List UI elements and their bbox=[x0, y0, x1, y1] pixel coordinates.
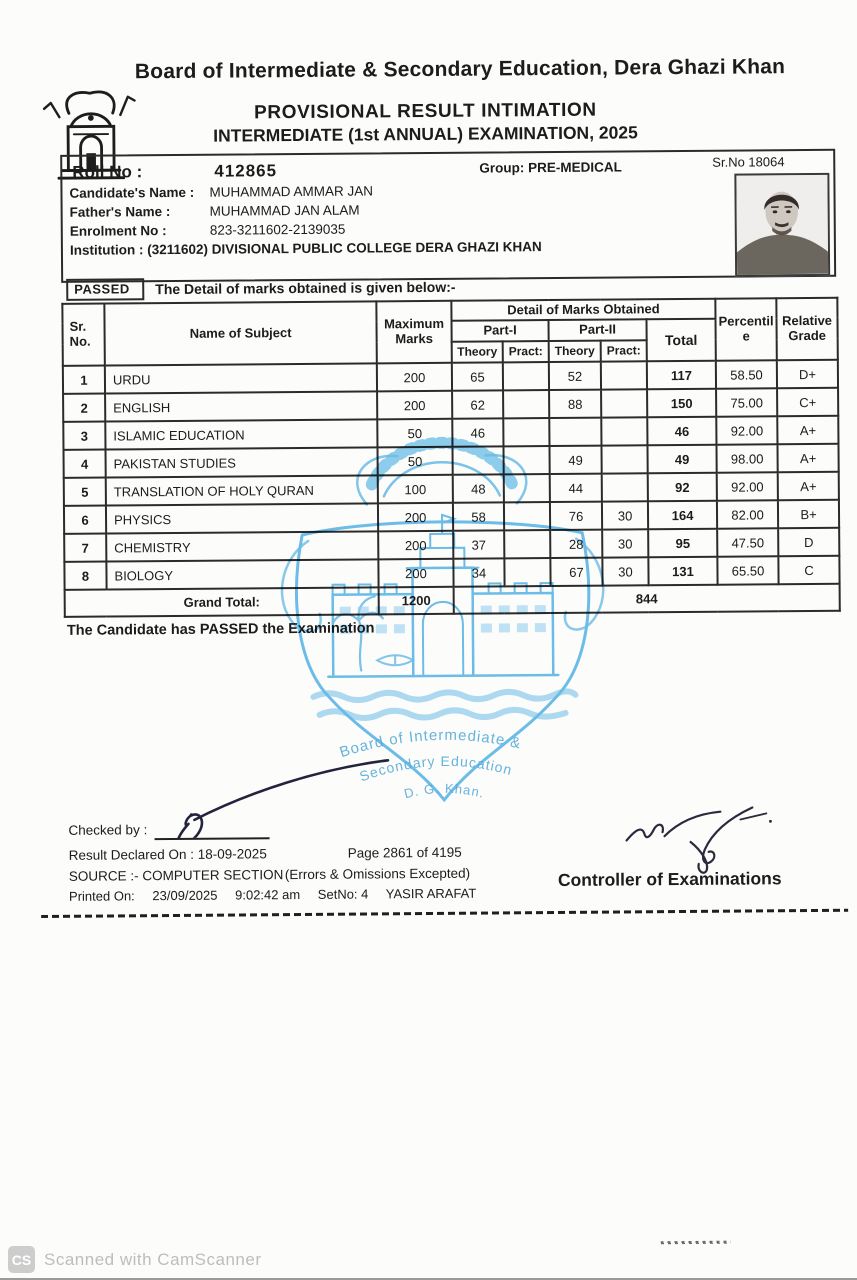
row-grade: A+ bbox=[777, 416, 838, 444]
col-subject: Name of Subject bbox=[104, 301, 376, 365]
row-sr: 6 bbox=[64, 506, 106, 534]
row-pract1 bbox=[503, 362, 549, 390]
row-total: 117 bbox=[647, 361, 716, 390]
row-total: 150 bbox=[647, 389, 716, 418]
scan-smudge bbox=[661, 1241, 731, 1245]
row-theory2: 88 bbox=[549, 390, 601, 418]
row-sr: 8 bbox=[64, 562, 106, 590]
row-grade: D bbox=[778, 528, 839, 556]
row-sr: 2 bbox=[63, 394, 105, 422]
row-sr: 7 bbox=[64, 534, 106, 562]
col-theory2: Theory bbox=[549, 341, 601, 362]
row-grade: A+ bbox=[778, 444, 839, 472]
document-title: PROVISIONAL RESULT INTIMATION bbox=[254, 99, 597, 124]
col-part2: Part-II bbox=[548, 319, 646, 341]
printed-date: 23/09/2025 bbox=[152, 887, 218, 904]
row-percentile: 98.00 bbox=[717, 444, 778, 472]
col-part1: Part-I bbox=[451, 320, 548, 342]
stamp-text-line1: Board of Intermediate & bbox=[337, 726, 524, 762]
row-subject: URDU bbox=[105, 363, 377, 393]
row-pract2: 30 bbox=[602, 529, 648, 557]
row-grade: B+ bbox=[778, 500, 839, 528]
candidate-photo bbox=[734, 173, 830, 277]
row-grade: C bbox=[778, 556, 839, 584]
row-total: 46 bbox=[647, 417, 716, 446]
row-subject: ISLAMIC EDUCATION bbox=[105, 419, 377, 449]
source-line: SOURCE :- COMPUTER SECTION bbox=[68, 867, 284, 884]
col-max: Maximum Marks bbox=[376, 301, 451, 364]
checked-by-line bbox=[155, 837, 270, 840]
enrolment-no-label: Enrolment No : bbox=[69, 223, 167, 239]
row-percentile: 47.50 bbox=[717, 528, 778, 556]
errors-omissions: (Errors & Omissions Excepted) bbox=[284, 865, 471, 883]
printed-line bbox=[69, 886, 490, 904]
father-name-label: Father's Name : bbox=[69, 204, 171, 220]
row-theory1: 48 bbox=[453, 474, 504, 502]
row-theory1: 58 bbox=[453, 502, 504, 530]
row-total: 131 bbox=[648, 557, 717, 586]
serial-no: Sr.No 18064 bbox=[712, 154, 785, 170]
row-theory2: 76 bbox=[550, 502, 602, 530]
board-name: Board of Intermediate & Secondary Education, Dera Ghazi Khan bbox=[134, 55, 786, 84]
dashed-separator bbox=[41, 909, 848, 918]
row-sr: 4 bbox=[64, 450, 106, 478]
col-theory1: Theory bbox=[452, 341, 503, 362]
row-max: 200 bbox=[378, 531, 453, 560]
printed-on-label: Printed On: bbox=[68, 888, 135, 904]
result-declared: Result Declared On : 18-09-2025 bbox=[68, 846, 267, 863]
row-subject: TRANSLATION OF HOLY QURAN bbox=[106, 475, 378, 505]
row-max: 200 bbox=[378, 559, 453, 588]
controller-signature bbox=[620, 805, 781, 876]
result-statement: The Candidate has PASSED the Examination bbox=[66, 620, 375, 639]
row-subject: CHEMISTRY bbox=[106, 531, 378, 561]
row-percentile: 75.00 bbox=[716, 388, 777, 416]
row-subject: BIOLOGY bbox=[106, 559, 378, 589]
row-theory2: 44 bbox=[550, 474, 602, 502]
row-grade: A+ bbox=[778, 472, 839, 500]
col-detail: Detail of Marks Obtained bbox=[451, 299, 715, 321]
page-number: Page 2861 of 4195 bbox=[347, 844, 462, 861]
row-pract2 bbox=[601, 361, 647, 389]
institution-line bbox=[70, 239, 542, 258]
row-grade: D+ bbox=[777, 360, 838, 388]
row-theory1: 46 bbox=[452, 418, 503, 446]
row-theory2: 28 bbox=[550, 530, 602, 558]
row-max: 200 bbox=[377, 391, 452, 420]
row-percentile: 92.00 bbox=[716, 416, 777, 444]
enrolment-no-value: 823-3211602-2139035 bbox=[209, 221, 346, 238]
row-grade: C+ bbox=[777, 388, 838, 416]
roll-no-value: 412865 bbox=[214, 161, 278, 181]
candidate-name-value: MUHAMMAD AMMAR JAN bbox=[209, 183, 374, 200]
row-total: 164 bbox=[648, 501, 717, 530]
col-grade: Relative Grade bbox=[776, 298, 837, 360]
row-theory1: 65 bbox=[452, 362, 503, 390]
row-max: 100 bbox=[378, 475, 453, 504]
controller-title: Controller of Examinations bbox=[557, 868, 782, 890]
institution-label: Institution : bbox=[69, 242, 144, 258]
col-pract1: Pract: bbox=[503, 341, 549, 362]
row-max: 50 bbox=[377, 419, 452, 448]
grand-total-max: 1200 bbox=[379, 587, 454, 615]
col-total: Total bbox=[646, 319, 715, 362]
col-percentile: Percentil e bbox=[715, 298, 776, 360]
row-theory2: 52 bbox=[549, 362, 601, 390]
row-sr: 1 bbox=[63, 366, 105, 394]
row-theory1: 34 bbox=[453, 558, 504, 586]
row-theory2: 67 bbox=[550, 558, 602, 586]
printed-time: 9:02:42 am bbox=[235, 887, 301, 903]
camscanner-badge-icon: CS bbox=[8, 1246, 35, 1273]
row-subject: ENGLISH bbox=[105, 391, 377, 421]
row-subject: PAKISTAN STUDIES bbox=[105, 447, 377, 477]
stamp-text-line2: Secondary Education bbox=[357, 752, 515, 785]
col-pract2: Pract: bbox=[601, 340, 647, 361]
row-subject: PHYSICS bbox=[106, 503, 378, 533]
checker-signature bbox=[150, 756, 396, 838]
col-sr: Sr. No. bbox=[62, 304, 104, 366]
row-total: 49 bbox=[647, 445, 716, 474]
father-name-value: MUHAMMAD JAN ALAM bbox=[209, 202, 360, 219]
detail-line: The Detail of marks obtained is given below:- bbox=[155, 278, 456, 298]
row-theory1: 62 bbox=[452, 390, 503, 418]
row-pract2: 30 bbox=[602, 557, 648, 585]
row-percentile: 65.50 bbox=[717, 556, 778, 584]
grand-total-label: Grand Total: bbox=[65, 587, 379, 616]
checked-by-label: Checked by : bbox=[68, 822, 148, 838]
board-stamp bbox=[271, 407, 614, 815]
row-pract2: 30 bbox=[602, 501, 648, 529]
roll-no-label: Roll No : bbox=[72, 162, 143, 182]
row-theory2: 49 bbox=[549, 446, 601, 474]
institution-value: (3211602) DIVISIONAL PUBLIC COLLEGE DERA GHAZI KHAN bbox=[147, 239, 542, 258]
grand-total-value: 844 bbox=[454, 584, 840, 614]
camscanner-label: Scanned with CamScanner bbox=[44, 1250, 262, 1269]
group-value: Group: PRE-MEDICAL bbox=[479, 159, 622, 176]
operator-name: YASIR ARAFAT bbox=[385, 885, 477, 902]
row-sr: 5 bbox=[64, 478, 106, 506]
row-total: 92 bbox=[648, 473, 717, 502]
row-max: 200 bbox=[378, 503, 453, 532]
candidate-name-label: Candidate's Name : bbox=[69, 184, 195, 201]
status-badge: PASSED bbox=[66, 278, 144, 301]
row-percentile: 92.00 bbox=[717, 472, 778, 500]
row-percentile: 82.00 bbox=[717, 500, 778, 528]
set-no: SetNo: 4 bbox=[317, 886, 369, 902]
row-theory1: 37 bbox=[453, 530, 504, 558]
row-sr: 3 bbox=[63, 422, 105, 450]
exam-title: INTERMEDIATE (1st ANNUAL) EXAMINATION, 2025 bbox=[213, 122, 638, 146]
row-max: 50 bbox=[377, 447, 452, 476]
stamp-text-line3: D. G. Khan. bbox=[402, 780, 487, 802]
candidate-info-box bbox=[60, 149, 836, 283]
row-max: 200 bbox=[377, 363, 452, 392]
row-percentile: 58.50 bbox=[716, 360, 777, 388]
portrait-image bbox=[736, 175, 828, 275]
row-total: 95 bbox=[648, 529, 717, 558]
